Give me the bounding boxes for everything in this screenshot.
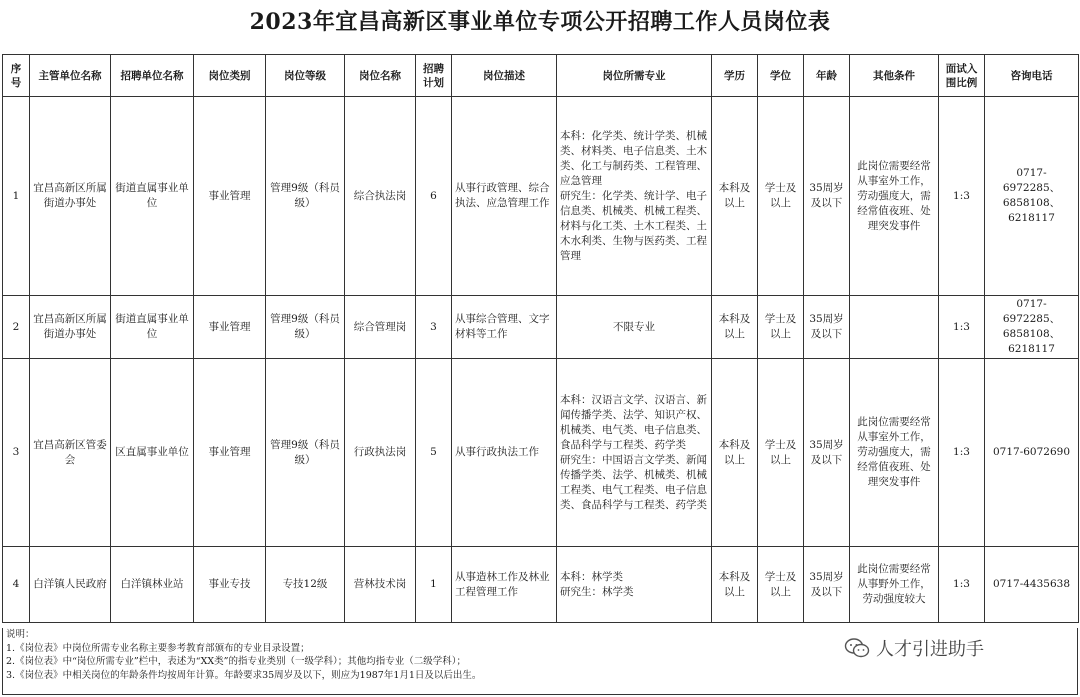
cell-conditions: 此岗位需要经常从事室外工作，劳动强度大，需经常值夜班、处理突发事件: [850, 97, 939, 296]
cell-conditions: [850, 296, 939, 359]
note-line: 2.《岗位表》中“岗位所需专业”栏中，表述为“XX类”的指专业类别（一级学科）；其他均指专业（二级学科）；: [6, 656, 467, 667]
cell-ratio: 1:3: [939, 547, 985, 623]
wechat-icon: [844, 637, 870, 659]
page-title: 2023年宜昌高新区事业单位专项公开招聘工作人员岗位表: [249, 9, 831, 35]
cell-employer: 街道直属事业单位: [111, 97, 194, 296]
header-cell: 序号: [3, 55, 30, 97]
cell-ratio: 1:3: [939, 296, 985, 359]
cell-category: 事业专技: [194, 547, 266, 623]
cell-ratio: 1:3: [939, 97, 985, 296]
cell-description: 从事综合管理、文字材料等工作: [452, 296, 557, 359]
header-cell: 面试入围比例: [939, 55, 985, 97]
cell-index: 3: [3, 359, 30, 547]
cell-supervisor: 宜昌高新区管委会: [30, 359, 111, 547]
cell-plan: 1: [416, 547, 452, 623]
cell-category: 事业管理: [194, 97, 266, 296]
cell-supervisor: 宜昌高新区所属街道办事处: [30, 97, 111, 296]
cell-plan: 3: [416, 296, 452, 359]
header-cell: 招聘计划: [416, 55, 452, 97]
cell-majors: 本科：林学类 研究生：林学类: [557, 547, 712, 623]
cell-degree: 学士及以上: [758, 97, 804, 296]
header-cell: 岗位名称: [345, 55, 416, 97]
cell-age: 35周岁及以下: [804, 97, 850, 296]
cell-category: 事业管理: [194, 296, 266, 359]
cell-degree: 学士及以上: [758, 296, 804, 359]
cell-employer: 街道直属事业单位: [111, 296, 194, 359]
table-row: [3, 97, 1079, 296]
header-cell: 岗位描述: [452, 55, 557, 97]
cell-degree: 学士及以上: [758, 359, 804, 547]
cell-description: 从事行政执法工作: [452, 359, 557, 547]
cell-description: 从事行政管理、综合执法、应急管理工作: [452, 97, 557, 296]
cell-conditions: 此岗位需要经常从事野外工作，劳动强度较大: [850, 547, 939, 623]
header-cell: 年龄: [804, 55, 850, 97]
cell-grade: 管理9级（科员级）: [266, 359, 345, 547]
cell-employer: 白洋镇林业站: [111, 547, 194, 623]
header-row: [3, 55, 1079, 97]
cell-majors: 不限专业: [557, 296, 712, 359]
cell-position: 综合管理岗: [345, 296, 416, 359]
cell-supervisor: 宜昌高新区所属街道办事处: [30, 296, 111, 359]
cell-position: 综合执法岗: [345, 97, 416, 296]
cell-index: 2: [3, 296, 30, 359]
header-cell: 主管单位名称: [30, 55, 111, 97]
cell-description: 从事造林工作及林业工程管理工作: [452, 547, 557, 623]
header-cell: 学历: [712, 55, 758, 97]
cell-phone: 0717-6972285、6858108、6218117: [985, 97, 1079, 296]
cell-supervisor: 白洋镇人民政府: [30, 547, 111, 623]
header-cell: 岗位类别: [194, 55, 266, 97]
cell-grade: 管理9级（科员级）: [266, 97, 345, 296]
header-cell: 其他条件: [850, 55, 939, 97]
cell-phone: 0717-6072690: [985, 359, 1079, 547]
header-cell: 岗位所需专业: [557, 55, 712, 97]
cell-phone: 0717-6972285、6858108、6218117: [985, 296, 1079, 359]
watermark-text: 人才引进助手: [876, 639, 984, 660]
header-cell: 学位: [758, 55, 804, 97]
cell-position: 营林技术岗: [345, 547, 416, 623]
cell-grade: 专技12级: [266, 547, 345, 623]
cell-majors: 本科：化学类、统计学类、机械类、材料类、电子信息类、土木类、化工与制药类、工程管理、应急管理 研究生：化学类、统计学、电子信息类、机械类、机械工程类、材料与化工类、土木工程类、土木水利类、生物与医药类、工程管理: [557, 97, 712, 296]
note-line: 1.《岗位表》中岗位所需专业名称主要参考教育部颁布的专业目录设置；: [6, 642, 310, 654]
cell-education: 本科及以上: [712, 547, 758, 623]
header-cell: 岗位等级: [266, 55, 345, 97]
cell-index: 1: [3, 97, 30, 296]
cell-education: 本科及以上: [712, 359, 758, 547]
cell-majors: 本科：汉语言文学、汉语言、新闻传播学类、法学、知识产权、机械类、电气类、电子信息类、食品科学与工程类、药学类 研究生：中国语言文学类、新闻传播学类、法学、机械类、机械工程类、电气工程类、电子信息类、食品科学与工程类、药学类: [557, 359, 712, 547]
table-row: [3, 547, 1079, 623]
cell-ratio: 1:3: [939, 359, 985, 547]
cell-education: 本科及以上: [712, 97, 758, 296]
cell-index: 4: [3, 547, 30, 623]
table-row: [3, 359, 1079, 547]
cell-age: 35周岁及以下: [804, 296, 850, 359]
cell-category: 事业管理: [194, 359, 266, 547]
cell-grade: 管理9级（科员级）: [266, 296, 345, 359]
cell-phone: 0717-4435638: [985, 547, 1079, 623]
cell-education: 本科及以上: [712, 296, 758, 359]
cell-degree: 学士及以上: [758, 547, 804, 623]
cell-plan: 6: [416, 97, 452, 296]
positions-table: [2, 54, 1079, 623]
cell-conditions: 此岗位需要经常从事室外工作，劳动强度大，需经常值夜班、处理突发事件: [850, 359, 939, 547]
cell-employer: 区直属事业单位: [111, 359, 194, 547]
cell-age: 35周岁及以下: [804, 359, 850, 547]
cell-position: 行政执法岗: [345, 359, 416, 547]
cell-age: 35周岁及以下: [804, 547, 850, 623]
watermark: [844, 633, 984, 663]
note-line: 3.《岗位表》中相关岗位的年龄条件均按周年计算。年龄要求35周岁及以下，则应为1987年1月1日及以后出生。: [6, 669, 482, 681]
notes-label: 说明：: [6, 629, 35, 640]
header-cell: 招聘单位名称: [111, 55, 194, 97]
cell-plan: 5: [416, 359, 452, 547]
header-cell: 咨询电话: [985, 55, 1079, 97]
table-row: [3, 296, 1079, 359]
